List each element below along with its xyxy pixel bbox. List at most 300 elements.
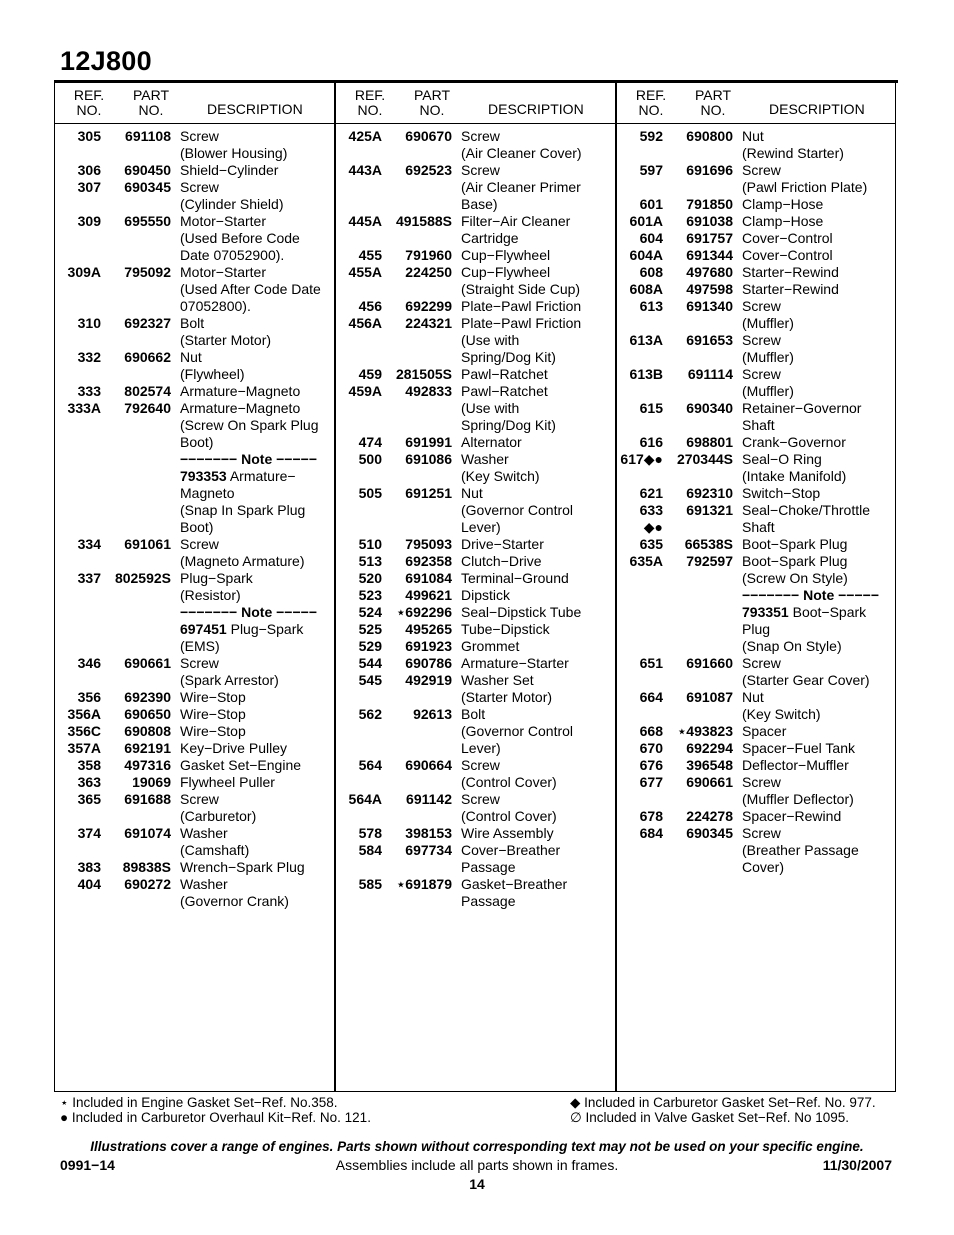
document-code: 0991−14 [60,1157,115,1173]
note-first-line [180,621,335,638]
ref-number: 608A [629,281,663,297]
part-header-line1: PART [413,87,451,103]
description-line: Screw [742,298,781,314]
part-row [617,281,897,298]
part-number: 690345 [124,179,171,195]
part-row [617,655,897,689]
description-line: Plate−Pawl Friction [461,315,582,331]
description-line: Bolt [461,706,486,722]
part-row [55,740,335,757]
description-line: Date 07052900). [180,247,285,263]
part-description [180,162,335,179]
description-line: Grommet [461,638,520,654]
part-number: 691757 [686,230,733,246]
part-number: 691084 [405,570,452,586]
ref-number: 545 [358,672,382,688]
description-line: Filter−Air Cleaner [461,213,571,229]
ref-number: 651 [639,655,663,671]
part-number: 690661 [686,774,733,790]
part-number: 692294 [686,740,733,756]
note-text: Plug−Spark [230,621,304,637]
description-line: Pawl−Ratchet [461,366,548,382]
description-line: Deflector−Muffler [742,757,849,773]
description-line: (Used After Code Date [180,281,321,297]
part-row [617,332,897,366]
description-line: Gasket Set−Engine [180,757,302,773]
description-line: Cover−Breather [461,842,561,858]
part-number: ⋆691879 [396,876,452,892]
part-row [55,162,335,179]
description-line: (Use with [461,332,520,348]
part-number: 690664 [405,757,452,773]
part-row [617,434,897,451]
part-row [55,689,335,706]
ref-number: 608 [639,264,663,280]
ref-number: 621 [639,485,663,501]
description-line: (Governor Control [461,502,574,518]
part-description [461,757,616,791]
part-row [617,740,897,757]
ref-number: 356C [67,723,101,739]
part-description [461,876,616,910]
description-line: (Rewind Starter) [742,145,844,161]
part-description [742,774,897,808]
part-number: 691340 [686,298,733,314]
part-number: 491588S [395,213,452,229]
part-description [461,706,616,757]
ref-header [63,88,115,118]
part-row [336,162,616,213]
part-header-line1: PART [694,87,732,103]
footnote-valve-gasket: ∅ Included in Valve Gasket Set−Ref. No 1095. [570,1110,850,1125]
part-description [180,264,335,315]
part-number: 791850 [686,196,733,212]
part-number: 695550 [124,213,171,229]
description-line: Clamp−Hose [742,196,824,212]
part-row [55,213,335,264]
part-number: 690272 [124,876,171,892]
ref-number: 358 [77,757,101,773]
part-number: 692310 [686,485,733,501]
ref-number: 520 [358,570,382,586]
part-description [742,502,897,536]
ref-header-line2: NO. [638,102,664,118]
part-number: 497598 [686,281,733,297]
description-line: Shield−Cylinder [180,162,279,178]
part-number: 692523 [405,162,452,178]
ref-number: 615 [639,400,663,416]
part-number: 691038 [686,213,733,229]
description-line: Seal−Choke/Throttle [742,502,871,518]
description-line: Wrench−Spark Plug [180,859,305,875]
part-description [742,808,897,825]
part-number: 697734 [405,842,452,858]
ref-number: 616 [639,434,663,450]
description-line: Screw [180,791,219,807]
ref-number: 597 [639,162,663,178]
note-divider: −−−−−−− Note −−−−− [180,451,317,467]
part-row [336,247,616,264]
description-line: Lever) [461,740,501,756]
part-description [742,451,897,485]
part-row [617,230,897,247]
part-number: 795092 [124,264,171,280]
part-row [617,162,897,196]
part-header-line1: PART [132,87,170,103]
description-line: Seal−Dipstick Tube [461,604,582,620]
description-line: Washer [180,876,228,892]
ref-number: 584 [358,842,382,858]
part-number: 692390 [124,689,171,705]
ref-number: 443A [348,162,382,178]
description-line: Cover−Control [742,247,833,263]
description-line: Spring/Dog Kit) [461,417,556,433]
part-number: 792597 [686,553,733,569]
ref-number: 613 [639,298,663,314]
part-row [336,213,616,247]
description-line: Wire−Stop [180,706,246,722]
part-number: 692299 [405,298,452,314]
part-description [742,536,897,553]
part-number: 691086 [405,451,452,467]
part-description [742,655,897,689]
part-number: 690800 [686,128,733,144]
ref-number: 445A [348,213,382,229]
note-text: (Snap In Spark Plug [180,502,306,518]
parts-list [55,128,335,910]
description-line: Cover−Control [742,230,833,246]
ref-number: 337 [77,570,101,586]
part-row [55,791,335,825]
description-line: Passage [461,859,516,875]
description-line: Cover) [742,859,785,875]
description-line: Washer [180,825,228,841]
ref-number: 310 [77,315,101,331]
ref-number: 333 [77,383,101,399]
description-line: Screw [461,162,500,178]
ref-number: 363 [77,774,101,790]
part-header-line2: NO. [138,102,164,118]
ref-number: 500 [358,451,382,467]
description-line: Starter−Rewind [742,281,839,297]
part-description [180,179,335,213]
footnote-carburetor-gasket: ◆ Included in Carburetor Gasket Set−Ref. No. 977. [570,1095,876,1110]
description-line: (Carburetor) [180,808,257,824]
description-line: Starter−Rewind [742,264,839,280]
part-description [461,604,616,621]
ref-header [344,88,396,118]
ref-number: 334 [77,536,101,552]
description-line: (Starter Gear Cover) [742,672,870,688]
footnote-carburetor-overhaul: ● Included in Carburetor Overhaul Kit−Ref. No. 121. [60,1110,371,1125]
part-number: 270344S [676,451,733,467]
part-description [742,281,897,298]
part-row [617,247,897,264]
ref-number: 383 [77,859,101,875]
description-line: Nut [742,128,764,144]
ref-number: 668 [639,723,663,739]
part-row [55,264,335,315]
part-description [180,859,335,876]
part-description [742,298,897,332]
page-number: 14 [469,1176,485,1192]
ref-number: 585 [358,876,382,892]
part-description [742,553,897,655]
part-row [55,706,335,723]
description-line: (Camshaft) [180,842,250,858]
part-description [461,315,616,366]
part-description [742,723,897,740]
part-description [742,196,897,213]
ref-number: 613B [629,366,663,382]
ref-number: 578 [358,825,382,841]
ref-number: 332 [77,349,101,365]
part-number: 792640 [124,400,171,416]
parts-column-1 [55,82,335,909]
description-line: Dipstick [461,587,511,603]
part-row [336,128,616,162]
description-line: Lever) [461,519,501,535]
description-line: (Straight Side Cup) [461,281,581,297]
part-number: 690662 [124,349,171,365]
part-header-line2: NO. [700,102,726,118]
description-line: Nut [742,689,764,705]
part-number: 691653 [686,332,733,348]
description-line: (Spark Arrestor) [180,672,279,688]
part-number: 691991 [405,434,452,450]
ref-number: 613A [629,332,663,348]
part-number: 89838S [122,859,171,875]
description-line: (Key Switch) [461,468,540,484]
description-line: (Control Cover) [461,808,557,824]
part-number: 691074 [124,825,171,841]
description-line: Boot−Spark Plug [742,536,848,552]
ref-number: 374 [77,825,101,841]
part-description [180,706,335,723]
part-row [55,723,335,740]
ref-number: 346 [77,655,101,671]
part-row [55,400,335,536]
part-row [617,298,897,332]
ref-number: 670 [639,740,663,756]
part-header-line2: NO. [419,102,445,118]
part-description [461,842,616,876]
part-row [336,298,616,315]
part-description [461,298,616,315]
part-description [461,247,616,264]
part-number: 791960 [405,247,452,263]
part-description [742,162,897,196]
part-description [180,825,335,859]
ref-number: 529 [358,638,382,654]
description-line: Screw [180,128,219,144]
disclaimer: Illustrations cover a range of engines. Parts shown without corresponding text may not be used on your specific engine. [90,1139,864,1154]
part-number: 691087 [686,689,733,705]
part-row [617,825,897,876]
note-part-number: 697451 [180,621,227,637]
description-line: Gasket−Breather [461,876,568,892]
part-row [617,689,897,723]
description-line: Screw [742,332,781,348]
part-row [617,774,897,808]
part-row [617,264,897,281]
note-part-number: 793351 [742,604,789,620]
ref-number: 592 [639,128,663,144]
part-row [336,757,616,791]
part-row [336,570,616,587]
part-description [742,825,897,876]
frames-note: Assemblies include all parts shown in frames. [335,1157,619,1173]
ref-number: 459A [348,383,382,399]
ref-number: 604 [639,230,663,246]
ref-number: 564A [348,791,382,807]
part-number: 690670 [405,128,452,144]
part-description [742,332,897,366]
part-number: 690650 [124,706,171,722]
part-number: 692358 [405,553,452,569]
description-line: Tube−Dipstick [461,621,550,637]
column-header [55,82,335,123]
part-header [406,88,458,118]
part-description [461,128,616,162]
ref-number: 306 [77,162,101,178]
ref-header [625,88,677,118]
part-row [55,859,335,876]
note-text: Armature− [229,468,296,484]
part-row [617,213,897,230]
part-description [461,587,616,604]
part-description [180,757,335,774]
part-header [125,88,177,118]
ref-number: 404 [77,876,101,892]
part-description [180,128,335,162]
part-number: 691114 [687,366,733,382]
description-line: Screw [461,128,500,144]
description-line: Base) [461,196,498,212]
note-text: Boot−Spark [792,604,867,620]
description-line: Screw [180,536,219,552]
part-number: 66538S [684,536,733,552]
note-first-line [180,468,335,485]
description-line: Plug−Spark [180,570,253,586]
part-row [617,128,897,162]
description-line: (Air Cleaner Cover) [461,145,582,161]
part-row [55,536,335,570]
part-number: 690340 [686,400,733,416]
description-line: (Screw On Style) [742,570,848,586]
ref-number: 459 [358,366,382,382]
ref-number: 510 [358,536,382,552]
description-line: Passage [461,893,516,909]
description-line: Wire−Stop [180,689,246,705]
ref-number: 604A [629,247,663,263]
ref-number: 333A [67,400,101,416]
part-number: 691251 [405,485,452,501]
part-description [461,434,616,451]
ref-number: 664 [639,689,663,705]
description-header: DESCRIPTION [769,101,865,117]
part-description [180,723,335,740]
ref-number: 307 [77,179,101,195]
part-description [742,264,897,281]
part-row [336,604,616,621]
part-row [617,553,897,655]
description-line: Nut [461,485,483,501]
part-description [180,570,335,655]
part-description [461,366,616,383]
part-description [461,451,616,485]
part-row [336,791,616,825]
ref-number: 456 [358,298,382,314]
part-row [55,383,335,400]
description-line: Terminal−Ground [461,570,569,586]
ref-number: 635A [629,553,663,569]
part-number: 690808 [124,723,171,739]
part-row [336,553,616,570]
page-title: 12J800 [60,46,152,76]
part-row [55,757,335,774]
ref-number: 305 [77,128,101,144]
part-description [461,485,616,536]
description-line: Spring/Dog Kit) [461,349,556,365]
part-number: 492833 [405,383,452,399]
part-number: 691321 [686,502,733,518]
part-number: 690786 [405,655,452,671]
part-row [336,434,616,451]
part-description [461,825,616,842]
ref-number: 525 [358,621,382,637]
part-description [742,213,897,230]
part-number: 691923 [405,638,452,654]
description-line: Screw [742,825,781,841]
part-description [461,553,616,570]
part-row [617,757,897,774]
ref-header-line2: NO. [357,102,383,118]
column-header [336,82,616,123]
part-number: 698801 [686,434,733,450]
part-number: 398153 [405,825,452,841]
part-number: 691142 [406,791,452,807]
document-date: 11/30/2007 [822,1157,892,1173]
ref-number: 524 [358,604,382,620]
part-number: 691108 [125,128,171,144]
ref-number: 505 [358,485,382,501]
part-row [336,672,616,706]
note-text: Magneto [180,485,235,501]
part-row [55,128,335,162]
part-number: 691344 [686,247,733,263]
part-number: 690450 [124,162,171,178]
ref-header-line1: REF. [354,87,386,103]
part-number: 492919 [405,672,452,688]
part-description [461,213,616,247]
footnote-engine-gasket: ⋆ Included in Engine Gasket Set−Ref. No.358. [60,1095,338,1110]
ref-number: 677 [639,774,663,790]
part-row [336,366,616,383]
parts-list [336,128,616,910]
description-line: Washer Set [461,672,534,688]
description-line: (Used Before Code [180,230,300,246]
description-line: (Use with [461,400,520,416]
part-description [742,230,897,247]
description-line: Cup−Flywheel [461,264,551,280]
description-line: Screw [461,791,500,807]
parts-list [617,128,897,876]
part-number: 802574 [124,383,171,399]
column-header [617,82,897,123]
description-line: Nut [180,349,202,365]
part-description [742,366,897,400]
